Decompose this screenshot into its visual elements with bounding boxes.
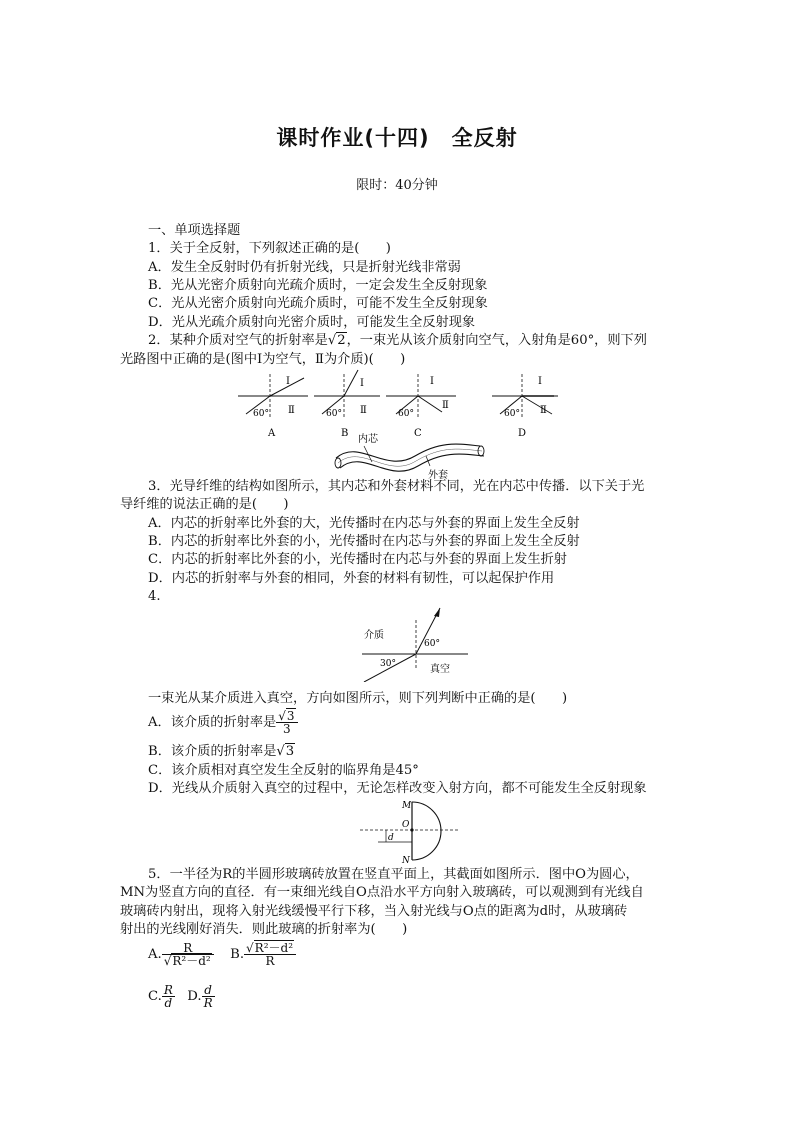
sqrt-symbol: √ [327, 333, 337, 348]
q4-stem: 一束光从某介质进入真空，方向如图所示，则下列判断中正确的是( ) [148, 691, 568, 706]
q5-option-a-fraction [162, 942, 214, 967]
angle-label: 60° [326, 409, 342, 419]
q2-diagrams [234, 368, 564, 440]
q5-c-denominator: d [164, 996, 173, 1010]
q4-vacuum-label: 真空 [430, 664, 450, 675]
q5-options-cd [148, 984, 215, 1009]
q2-diagram-c [386, 374, 456, 439]
medium-label: Ⅱ [288, 405, 295, 416]
q1-option-a: A．发生全反射时仍有折射光线，只是折射光线非常弱 [148, 260, 461, 275]
q5-a-denominator: R²－d² [172, 954, 211, 968]
angle-label: 60° [504, 409, 520, 419]
fiber-cladding-label: 外套 [428, 470, 448, 481]
angle-label: 60° [253, 409, 269, 419]
q3-option-c: C．内芯的折射率比外套的小，光传播时在内芯与外套的界面上发生折射 [148, 552, 567, 567]
q4-option-a-fraction [276, 710, 297, 735]
q1-option-c: C．光从光密介质射向光疏介质时，可能不发生全反射现象 [148, 296, 488, 311]
q4-option-c: C．该介质相对真空发生全反射的临界角是45° [148, 763, 419, 778]
q5-line4: 射出的光线刚好消失．则此玻璃的折射率为( ) [120, 922, 408, 937]
q5-c-numerator: R [163, 983, 173, 997]
q4-option-b [148, 743, 295, 761]
q5-option-b-fraction [244, 942, 296, 967]
diagram-label-c: C [414, 428, 422, 439]
q4-medium-label: 介质 [364, 630, 384, 641]
q2-line2: 光路图中正确的是(图中Ⅰ为空气，Ⅱ为介质)( ) [120, 352, 406, 367]
point-m-label: M [402, 801, 412, 811]
medium-label: Ⅱ [360, 405, 367, 416]
q4-option-a-text: A．该介质的折射率是 [148, 715, 277, 730]
q5-d-numerator: d [202, 984, 215, 997]
q1-stem: 1．关于全反射，下列叙述正确的是( ) [148, 241, 391, 256]
section-heading: 一、单项选择题 [148, 223, 241, 238]
q5-b-denominator: R [265, 954, 275, 968]
q5-option-d-label: D. [187, 989, 202, 1004]
q4-refraction-diagram [360, 604, 472, 682]
q5-line1: 5．一半径为R的半圆形玻璃砖放置在竖直平面上，其截面如图所示．图中O为圆心， [148, 867, 639, 882]
q2-diagram-b [314, 370, 380, 439]
q3-line1: 3．光导纤维的结构如图所示，其内芯和外套材料不同，光在内芯中传播．以下关于光 [148, 479, 645, 494]
fiber-core-label: 内芯 [358, 434, 378, 445]
q3-option-d: D．内芯的折射率与外套的相同，外套的材料有韧性，可以起保护作用 [148, 571, 555, 586]
sqrt-symbol: √ [246, 941, 254, 955]
air-label: Ⅰ [430, 376, 434, 387]
q4-a-denominator: 3 [283, 722, 291, 736]
point-o-label: O [402, 820, 410, 830]
q2-line1-b: ，一束光从该介质射向空气，入射角是60°，则下列 [346, 333, 647, 348]
q2-sqrt-value: 2 [337, 333, 346, 348]
q3-line2: 导纤维的说法正确的是( ) [120, 497, 289, 512]
q5-option-d-fraction [202, 984, 215, 1009]
q3-option-a: A．内芯的折射率比外套的大，光传播时在内芯与外套的界面上发生全反射 [148, 516, 580, 531]
q5-option-b-label: B. [230, 947, 245, 962]
q1-option-b: B．光从光密介质射向光疏介质时，一定会发生全反射现象 [148, 278, 488, 293]
diagram-label-d: D [518, 428, 527, 439]
q5-line2: MN为竖直方向的直径．有一束细光线自O点沿水平方向射入玻璃砖，可以观测到有光线自 [120, 885, 644, 900]
semicircle-glass-diagram [356, 796, 466, 866]
q2-diagram-d [492, 374, 558, 439]
q4-angle-60: 60° [424, 639, 440, 649]
distance-d-label: d [388, 833, 394, 843]
q2-line1-a: 2．某种介质对空气的折射率是 [148, 333, 328, 348]
medium-label: Ⅱ [540, 405, 547, 416]
q2-diagram-a [238, 374, 308, 439]
q5-option-c-label: C. [148, 989, 162, 1004]
air-label: Ⅰ [286, 376, 290, 387]
page-title: 课时作业(十四) 全反射 [276, 126, 518, 150]
q5-option-c-fraction [162, 984, 175, 1009]
q4-option-b-text: B．该介质的折射率是 [148, 744, 277, 759]
q5-line3: 玻璃砖内射出，现将入射光线缓慢平行下移，当入射光线与O点的距离为d时，从玻璃砖 [120, 904, 628, 919]
q4-option-d: D．光线从介质射入真空的过程中，无论怎样改变入射方向，都不可能发生全反射现象 [148, 781, 647, 796]
q5-b-numerator: R²－d² [254, 941, 294, 955]
q4-number: 4. [148, 589, 161, 604]
optical-fiber-diagram [330, 432, 490, 482]
q5-options-ab [148, 942, 296, 967]
q1-option-d: D．光从光疏介质射向光密介质时，可能发生全反射现象 [148, 315, 476, 330]
sqrt-symbol: √ [276, 744, 285, 759]
air-label: Ⅰ [538, 376, 542, 387]
q5-option-a-label: A. [148, 947, 162, 962]
sqrt-symbol: √ [163, 954, 172, 968]
angle-label: 60° [398, 409, 414, 419]
q5-d-denominator: R [203, 996, 213, 1010]
q4-b-sqrt-value: 3 [285, 744, 295, 759]
medium-label: Ⅱ [442, 400, 449, 411]
q3-option-b: B．内芯的折射率比外套的小，光传播时在内芯与外套的界面上发生全反射 [148, 534, 580, 549]
diagram-label-b: B [341, 428, 349, 439]
q4-angle-30: 30° [380, 659, 396, 669]
q5-a-numerator: R [162, 942, 214, 955]
q2-line1 [148, 332, 647, 350]
q4-a-numerator: 3 [286, 709, 295, 723]
q4-option-a [148, 710, 298, 735]
sqrt-symbol: √ [278, 709, 286, 723]
diagram-label-a: A [268, 428, 276, 439]
point-n-label: N [402, 856, 410, 866]
air-label: Ⅰ [360, 378, 364, 389]
time-limit: 限时：40分钟 [356, 178, 438, 193]
